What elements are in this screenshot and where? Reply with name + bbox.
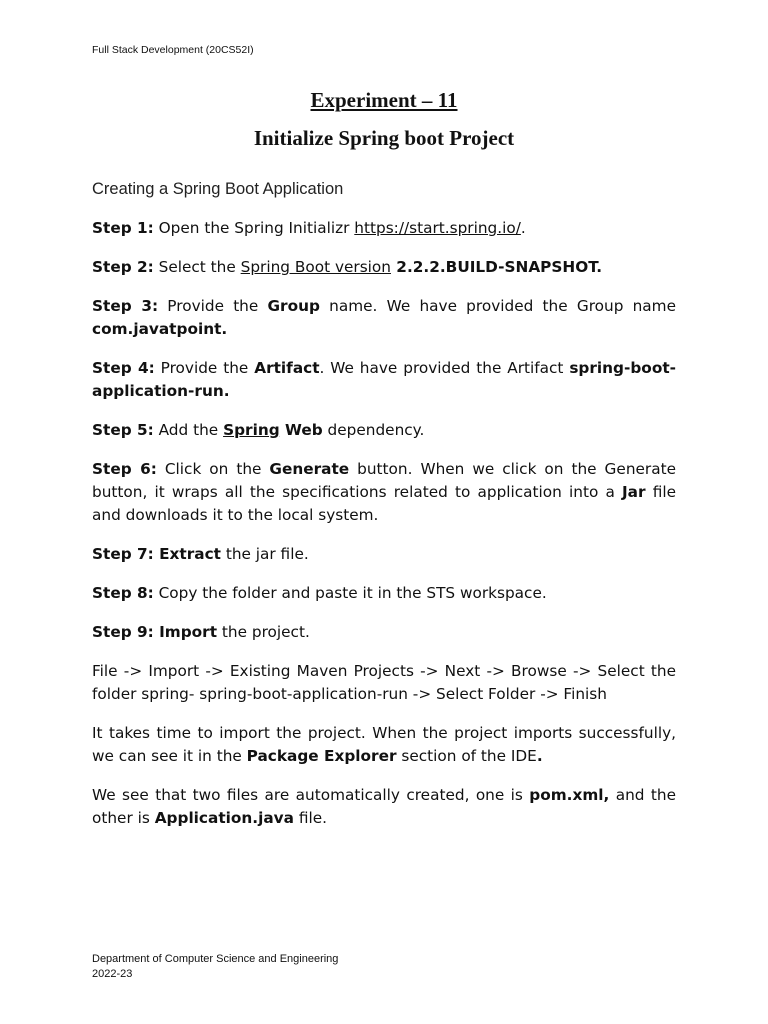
footer-department: Department of Computer Science and Engineering (92, 953, 339, 965)
step-3: Step 3: Provide the Group name. We have provided the Group name com.javatpoint. (92, 297, 676, 338)
step-label: Step 7: (92, 545, 154, 563)
step-9: Step 9: Import the project. (92, 623, 310, 641)
experiment-subtitle: Initialize Spring boot Project (253, 126, 515, 150)
step-label: Step 4: (92, 359, 155, 377)
import-path-paragraph: File -> Import -> Existing Maven Projects -> Next -> Browse -> Select the folder spring- spring-boot-application-run -> Select Folder -> Finish (92, 662, 676, 703)
intro-heading: Creating a Spring Boot Application (92, 180, 344, 198)
spring-boot-version-link[interactable]: Spring Boot version (240, 258, 391, 276)
step-label: Step 8: (92, 584, 154, 602)
document-body (92, 217, 676, 846)
step-6: Step 6: Click on the Generate button. When we click on the Generate button, it wraps all the specifications related to application into a Jar file and downloads it to the local system. (92, 460, 677, 524)
step-label: Step 2: (92, 258, 154, 276)
footer-year: 2022-23 (92, 968, 133, 980)
step-8: Step 8: Copy the folder and paste it in the STS workspace. (92, 584, 547, 602)
import-time-paragraph: It takes time to import the project. When the project imports successfully, we can see it in the Package Explorer section of the IDE. (92, 724, 676, 765)
step-label: Step 5: (92, 421, 154, 439)
page-footer (92, 952, 338, 982)
step-1: Step 1: Open the Spring Initializr https://start.spring.io/. (92, 219, 526, 237)
step-label: Step 9: (92, 623, 154, 641)
created-files-paragraph: We see that two files are automatically created, one is pom.xml, and the other is Application.java file. (92, 786, 677, 827)
step-label: Step 6: (92, 460, 157, 478)
step-2: Step 2: Select the Spring Boot version 2.2.2.BUILD-SNAPSHOT. (92, 258, 603, 276)
page-header: Full Stack Development (20CS52I) (92, 44, 254, 56)
spring-link[interactable]: Spring (223, 421, 280, 439)
experiment-title: Experiment – 11 (310, 88, 458, 112)
step-label: Step 3: (92, 297, 159, 315)
step-5: Step 5: Add the Spring Web dependency. (92, 421, 425, 439)
step-label: Step 1: (92, 219, 154, 237)
step-4: Step 4: Provide the Artifact. We have provided the Artifact spring-boot-application-run. (92, 359, 676, 400)
spring-initializr-link[interactable]: https://start.spring.io/ (354, 219, 521, 237)
step-7: Step 7: Extract the jar file. (92, 545, 309, 563)
